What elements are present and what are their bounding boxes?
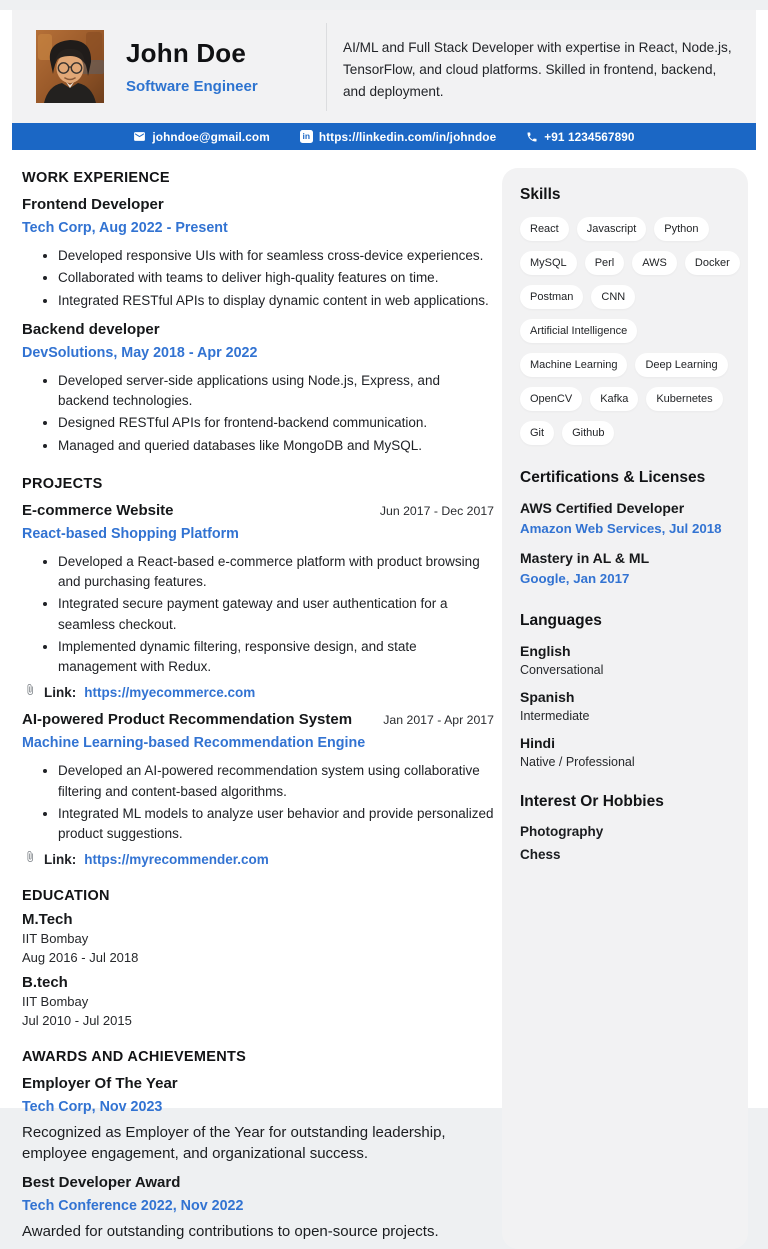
skill-chip: MySQL xyxy=(520,251,577,275)
hobby-item: Chess xyxy=(520,847,561,862)
sidebar-section-languages xyxy=(520,612,730,769)
bullet-item: • Developed responsive UIs with for seamless cross-device experiences. xyxy=(58,246,494,266)
skill-chip: CNN xyxy=(591,285,635,309)
skill-chip-row xyxy=(520,251,730,275)
award-entry xyxy=(22,1075,494,1165)
certification-entry xyxy=(520,550,730,588)
project-dates: Jan 2017 - Apr 2017 xyxy=(383,713,494,728)
language-level: Native / Professional xyxy=(520,755,635,769)
certification-entry xyxy=(520,500,730,538)
education-dates: Aug 2016 - Jul 2018 xyxy=(22,950,139,966)
education-dates: Jul 2010 - Jul 2015 xyxy=(22,1012,132,1028)
header-divider xyxy=(326,23,327,111)
award-description: Recognized as Employer of the Year for outstanding leadership, employee engagement, and organizational success. xyxy=(22,1123,446,1163)
profile-photo-image xyxy=(36,30,104,103)
contact-linkedin-text: https://linkedin.com/in/johndoe xyxy=(318,129,497,144)
link-label: Link: xyxy=(44,851,77,867)
language-name: Hindi xyxy=(520,735,555,751)
language-name: English xyxy=(520,643,571,659)
project-title-row xyxy=(22,502,494,519)
certifications-heading: Certifications & Licenses xyxy=(520,469,706,486)
education-entry xyxy=(22,911,494,966)
main-column xyxy=(22,150,502,1249)
bullet-item: • Implemented dynamic filtering, responsive design, and state management with Redux. xyxy=(58,637,494,678)
sidebar-section-interests xyxy=(520,793,730,862)
profile-photo xyxy=(36,30,104,103)
skill-chip-row xyxy=(520,285,730,309)
linkedin-icon: in xyxy=(300,130,313,143)
skill-chip: Javascript xyxy=(577,217,647,241)
project-dates: Jun 2017 - Dec 2017 xyxy=(379,503,494,518)
language-entry xyxy=(520,643,730,677)
sidebar xyxy=(502,168,748,1249)
award-entry xyxy=(22,1174,494,1242)
sidebar-section-certifications xyxy=(520,469,730,588)
bullet-item: • Collaborated with teams to deliver high-quality features on time. xyxy=(58,268,494,288)
skill-chip: Kubernetes xyxy=(646,387,722,411)
profile-summary: AI/ML and Full Stack Developer with expertise in React, Node.js, TensorFlow, and cloud platforms. Skilled in frontend, backend, and deployment. xyxy=(343,40,732,99)
job-company-link[interactable]: Tech Corp, Aug 2022 - Present xyxy=(22,220,228,236)
skill-chip: AWS xyxy=(632,251,677,275)
education-degree: B.tech xyxy=(22,973,68,991)
contact-phone[interactable] xyxy=(526,130,634,144)
skill-chip-row xyxy=(520,353,730,377)
bullet-item: • Integrated ML models to analyze user behavior and provide personalized product suggestions. xyxy=(58,804,494,845)
contact-email-text: johndoe@gmail.com xyxy=(152,129,270,144)
project-subtitle-link[interactable]: React-based Shopping Platform xyxy=(22,525,239,542)
job-bullets xyxy=(22,371,494,456)
section-heading-projects: PROJECTS xyxy=(22,475,103,492)
certification-issuer-link[interactable]: Google, Jan 2017 xyxy=(520,571,630,586)
sidebar-section-skills xyxy=(520,186,730,445)
language-level: Conversational xyxy=(520,663,604,677)
skill-chip-row xyxy=(520,387,730,411)
contact-linkedin[interactable] xyxy=(300,130,496,144)
skill-chip: Deep Learning xyxy=(635,353,727,377)
education-degree: M.Tech xyxy=(22,911,73,929)
languages-heading: Languages xyxy=(520,612,602,629)
project-link-url[interactable]: https://myecommerce.com xyxy=(84,684,256,700)
skill-chip-row xyxy=(520,319,730,343)
skill-chip: Python xyxy=(654,217,708,241)
job-entry xyxy=(22,321,494,456)
person-job-title: Software Engineer xyxy=(126,78,258,95)
section-heading-awards: AWARDS AND ACHIEVEMENTS xyxy=(22,1048,247,1065)
award-title: Best Developer Award xyxy=(22,1174,181,1192)
project-subtitle-link[interactable]: Machine Learning-based Recommendation Engine xyxy=(22,735,366,752)
contact-email[interactable] xyxy=(133,130,269,144)
language-level: Intermediate xyxy=(520,709,590,723)
contact-phone-text: +91 1234567890 xyxy=(544,129,635,144)
award-description: Awarded for outstanding contributions to open-source projects. xyxy=(22,1223,439,1241)
skill-chip: Kafka xyxy=(590,387,638,411)
award-title: Employer Of The Year xyxy=(22,1074,178,1092)
bullet-item: • Integrated RESTful APIs to display dynamic content in web applications. xyxy=(58,291,494,311)
phone-icon xyxy=(526,131,538,143)
skill-chip: Git xyxy=(520,421,554,445)
skill-chip: Github xyxy=(562,421,614,445)
paperclip-icon xyxy=(24,850,36,868)
name-block xyxy=(126,30,326,95)
skill-chip: Perl xyxy=(585,251,625,275)
bullet-item: • Integrated secure payment gateway and user authentication for a seamless checkout. xyxy=(58,594,494,635)
project-link-row xyxy=(24,850,494,868)
job-bullets xyxy=(22,246,494,311)
job-title: Backend developer xyxy=(22,320,160,338)
education-school: IIT Bombay xyxy=(22,931,89,947)
language-entry xyxy=(520,689,730,723)
project-bullets xyxy=(22,552,494,678)
project-entry xyxy=(22,502,494,702)
certification-title: Mastery in AL & ML xyxy=(520,550,650,566)
job-company-link[interactable]: DevSolutions, May 2018 - Apr 2022 xyxy=(22,344,258,361)
person-name: John Doe xyxy=(126,38,247,68)
skill-chip: Artificial Intelligence xyxy=(520,319,637,343)
bullet-item: • Developed an AI-powered recommendation system using collaborative filtering and content-based algorithms. xyxy=(58,761,494,802)
bullet-item: • Developed a React-based e-commerce platform with product browsing and purchasing features. xyxy=(58,552,494,593)
skill-chip: React xyxy=(520,217,569,241)
project-title: E-commerce Website xyxy=(22,501,174,519)
certification-issuer-link[interactable]: Amazon Web Services, Jul 2018 xyxy=(520,521,722,536)
project-link-row xyxy=(24,683,494,701)
bullet-item: • Developed server-side applications using Node.js, Express, and backend technologies. xyxy=(58,371,494,412)
skill-chip: Postman xyxy=(520,285,583,309)
hobby-item: Photography xyxy=(520,824,604,839)
award-issuer-link[interactable]: Tech Conference 2022, Nov 2022 xyxy=(22,1198,244,1215)
project-bullets xyxy=(22,761,494,844)
project-link-url[interactable]: https://myrecommender.com xyxy=(84,851,269,867)
skill-chip-row xyxy=(520,421,730,445)
header-top xyxy=(12,10,756,123)
education-school: IIT Bombay xyxy=(22,993,89,1009)
bullet-item: • Designed RESTful APIs for frontend-backend communication. xyxy=(58,413,494,433)
project-title: AI-powered Product Recommendation System xyxy=(22,711,353,729)
header-card xyxy=(12,10,756,150)
skills-heading: Skills xyxy=(520,186,561,203)
paperclip-icon xyxy=(24,683,36,701)
email-icon xyxy=(133,130,146,143)
language-entry xyxy=(520,735,730,769)
section-heading-work: WORK EXPERIENCE xyxy=(22,170,170,186)
job-title: Frontend Developer xyxy=(22,196,164,213)
project-title-row xyxy=(22,711,494,728)
interests-heading: Interest Or Hobbies xyxy=(520,793,664,810)
education-entry xyxy=(22,974,494,1029)
language-name: Spanish xyxy=(520,689,575,705)
skill-chip: Machine Learning xyxy=(520,353,627,377)
link-label: Link: xyxy=(44,684,77,700)
skill-chip: Docker xyxy=(685,251,740,275)
award-issuer-link[interactable]: Tech Corp, Nov 2023 xyxy=(22,1098,163,1115)
skill-chip-row xyxy=(520,217,730,241)
job-entry xyxy=(22,196,494,311)
resume-page xyxy=(0,10,768,1241)
skill-chip: OpenCV xyxy=(520,387,582,411)
section-heading-education: EDUCATION xyxy=(22,888,110,905)
bullet-item: • Managed and queried databases like MongoDB and MySQL. xyxy=(58,436,494,456)
resume-body xyxy=(0,150,768,1249)
contact-bar xyxy=(12,123,756,150)
project-entry xyxy=(22,711,494,868)
certification-title: AWS Certified Developer xyxy=(520,500,685,516)
